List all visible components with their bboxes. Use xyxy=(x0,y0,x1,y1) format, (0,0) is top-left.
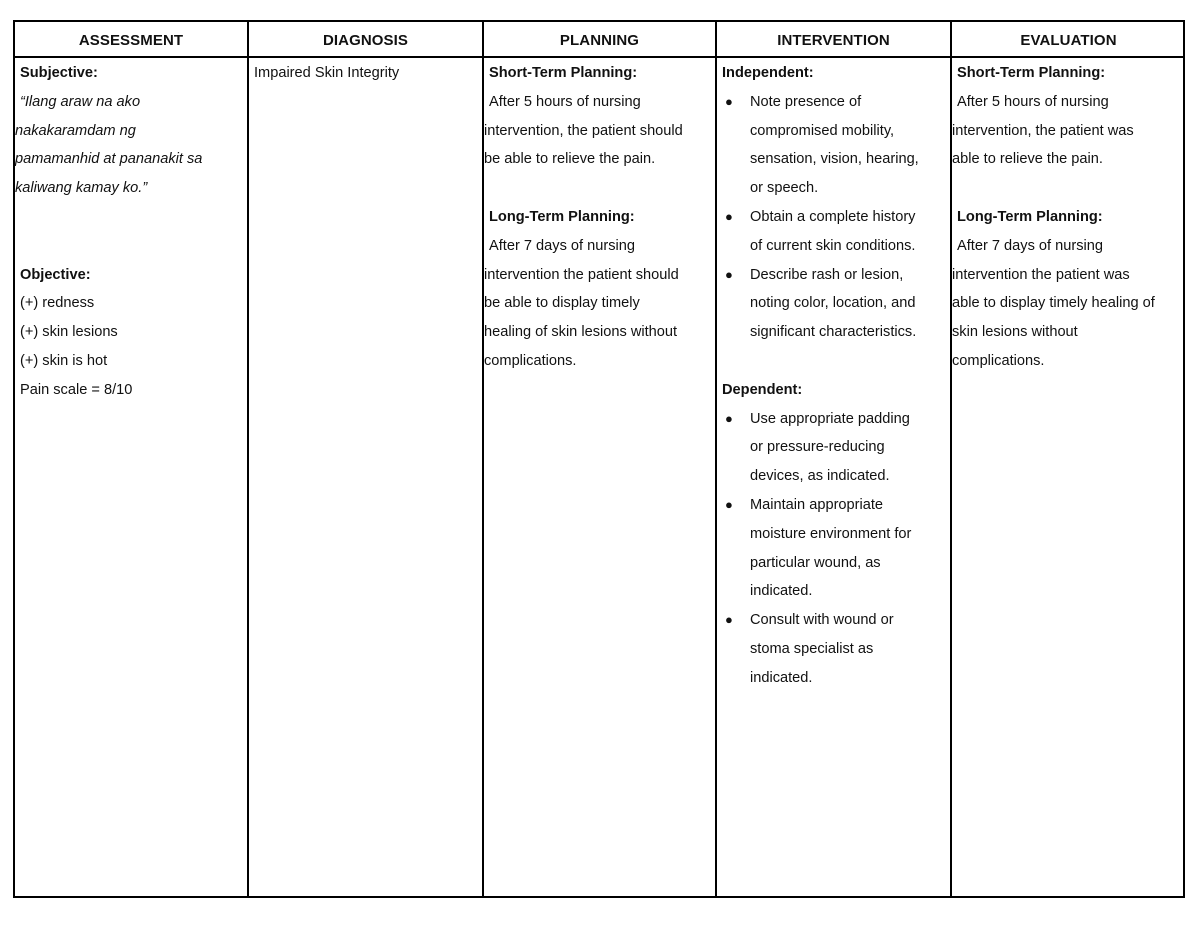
dependent-label: Dependent: xyxy=(722,381,803,398)
planning-line: be able to display timely xyxy=(484,295,640,312)
list-item: ● Use appropriate padding or pressure-reducing devices, as indicated. xyxy=(717,405,948,491)
bullet-icon: ● xyxy=(725,208,733,224)
short-term-evaluation-label: Short-Term Planning: xyxy=(957,65,1106,81)
bullet-icon: ● xyxy=(725,266,733,282)
objective-item: Pain scale = 8/10 xyxy=(20,381,133,398)
evaluation-line: complications. xyxy=(952,352,1045,369)
assessment-cell xyxy=(15,59,247,405)
list-item: ● Maintain appropriate moisture environment for particular wound, as indicated. xyxy=(717,491,948,606)
diagnosis-text: Impaired Skin Integrity xyxy=(254,65,400,81)
short-term-planning-label: Short-Term Planning: xyxy=(489,65,638,81)
planning-line: intervention, the patient should xyxy=(484,122,683,139)
objective-item: (+) skin is hot xyxy=(20,352,108,369)
planning-line: be able to relieve the pain. xyxy=(484,151,656,168)
evaluation-line: intervention, the patient was xyxy=(952,122,1134,139)
long-term-planning-label: Long-Term Planning: xyxy=(489,208,635,225)
evaluation-line: After 7 days of nursing xyxy=(957,237,1104,254)
subjective-quote-line: nakakaramdam ng xyxy=(15,122,136,139)
evaluation-line: intervention the patient was xyxy=(952,266,1130,283)
objective-label: Objective: xyxy=(20,266,91,283)
planning-line: After 7 days of nursing xyxy=(489,237,636,254)
diagnosis-cell xyxy=(249,59,480,88)
dependent-list xyxy=(717,405,948,693)
evaluation-line: After 5 hours of nursing xyxy=(957,93,1109,110)
list-item: ● Describe rash or lesion, noting color, location, and significant characteristics. xyxy=(717,261,948,347)
evaluation-line: able to display timely healing of xyxy=(952,295,1155,312)
header-evaluation: EVALUATION xyxy=(1020,32,1117,49)
header-diagnosis: DIAGNOSIS xyxy=(322,32,409,49)
bullet-icon: ● xyxy=(725,612,733,628)
header-assessment: ASSESSMENT xyxy=(78,32,184,49)
subjective-quote-line: “Ilang araw na ako xyxy=(20,93,141,110)
bullet-icon: ● xyxy=(725,410,733,426)
bullet-icon: ● xyxy=(725,496,733,512)
list-item: ● Note presence of compromised mobility, sensation, vision, hearing, or speech. xyxy=(717,88,948,203)
intervention-cell xyxy=(717,59,948,693)
independent-list xyxy=(717,88,948,347)
bullet-icon: ● xyxy=(725,93,733,109)
nursing-care-plan-table xyxy=(13,20,1185,898)
evaluation-cell xyxy=(952,59,1183,376)
list-item: ● Obtain a complete history of current skin conditions. xyxy=(717,203,948,261)
planning-line: After 5 hours of nursing xyxy=(489,93,641,110)
list-item: ● Consult with wound or stoma specialist as indicated. xyxy=(717,606,948,692)
header-planning: PLANNING xyxy=(559,32,640,49)
independent-label: Independent: xyxy=(722,65,814,81)
objective-item: (+) redness xyxy=(20,295,95,312)
planning-line: complications. xyxy=(484,352,577,369)
subjective-quote-line: kaliwang kamay ko.” xyxy=(15,180,148,197)
evaluation-line: able to relieve the pain. xyxy=(952,151,1103,168)
subjective-quote-line: pamamanhid at pananakit sa xyxy=(15,151,203,168)
objective-item: (+) skin lesions xyxy=(20,324,118,341)
planning-line: intervention the patient should xyxy=(484,266,679,283)
evaluation-line: skin lesions without xyxy=(952,324,1078,341)
long-term-evaluation-label: Long-Term Planning: xyxy=(957,208,1103,225)
planning-line: healing of skin lesions without xyxy=(484,324,678,341)
column-divider xyxy=(247,22,249,896)
planning-cell xyxy=(484,59,715,376)
subjective-label: Subjective: xyxy=(20,65,98,81)
header-intervention: INTERVENTION xyxy=(777,32,890,49)
